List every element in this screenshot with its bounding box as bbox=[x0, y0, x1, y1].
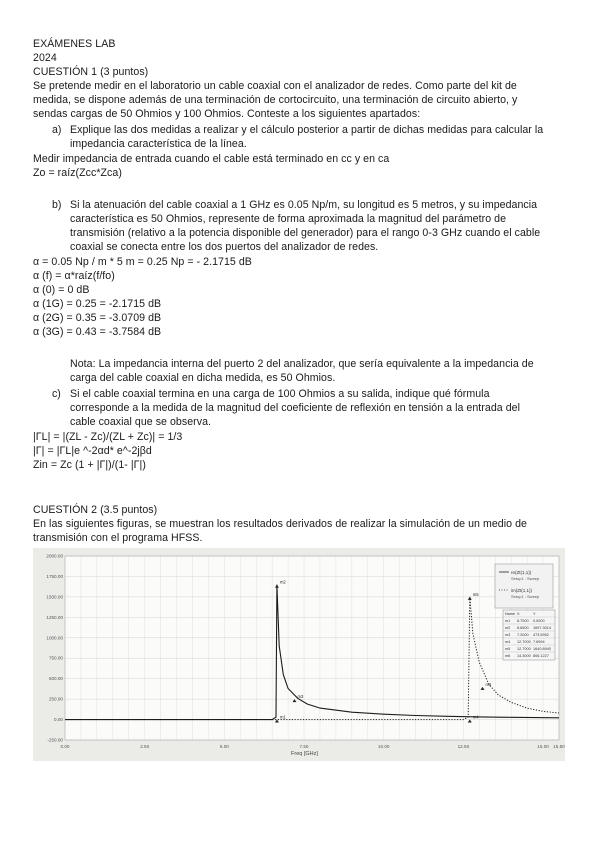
marker-table bbox=[503, 610, 555, 660]
q1-intro-line: medida, se dispone además de una terminación de cortocircuito, una terminación de circuito abierto, y bbox=[33, 94, 518, 106]
q1b-label: b) bbox=[52, 199, 62, 211]
q1b-text: coaxial se conecta entre los dos puertos del analizador de redes. bbox=[70, 241, 379, 253]
legend-entry: Setup1 : Sweep bbox=[511, 594, 540, 599]
q1b-text: transmisión (relativo a la potencia disponible del generador) para el rango 0-3 GHz cuando el cable bbox=[70, 227, 541, 239]
q1-intro-line: sendas cargas de 50 Ohmios y 100 Ohmios. Conteste a los siguientes apartados: bbox=[33, 108, 421, 120]
marker-table-cell: 14.3000 bbox=[517, 654, 531, 659]
q1b-note: Nota: La impedancia interna del puerto 2 del analizador, que sería equivalente a la impedancia de bbox=[70, 358, 534, 370]
q1a-label: a) bbox=[52, 124, 62, 136]
x-tick-label: 12.50 bbox=[457, 744, 470, 749]
marker-table-cell: 806.1227 bbox=[533, 654, 549, 659]
x-tick-label: 7.50 bbox=[299, 744, 309, 749]
x-tick-label: 0.00 bbox=[60, 744, 70, 749]
hfss-plot-photo bbox=[33, 548, 565, 761]
marker-label: m3 bbox=[297, 694, 304, 700]
legend-entry: Setup1 : Sweep bbox=[511, 576, 540, 581]
y-tick-label: 2000.00 bbox=[46, 553, 63, 559]
y-tick-label: 0.00 bbox=[54, 717, 63, 723]
marker-table-cell: m5 bbox=[505, 647, 511, 652]
marker-table-cell: 6.7000 bbox=[517, 619, 529, 624]
q2-heading: CUESTIÓN 2 (3.5 puntos) bbox=[33, 504, 158, 516]
plot-area bbox=[65, 556, 559, 740]
marker-table-cell: 6.6500 bbox=[517, 626, 529, 631]
q1b-answer: α (2G) = 0.35 = -3.0709 dB bbox=[33, 312, 162, 324]
y-tick-label: 1750.00 bbox=[46, 573, 63, 579]
q1c-answer: |ΓL| = |(ZL - Zc)/(ZL + Zc)| = 1/3 bbox=[33, 431, 183, 443]
marker-table-cell: 473.5952 bbox=[533, 633, 549, 638]
q1a-text: impedancia característica de la línea. bbox=[70, 138, 247, 150]
x-tick-label: 15.00 bbox=[537, 744, 549, 749]
q1a-answer: Medir impedancia de entrada cuando el cable está terminado en cc y en ca bbox=[33, 153, 390, 165]
y-tick-label: 250.00 bbox=[48, 696, 63, 702]
marker-table-cell: m2 bbox=[505, 626, 511, 631]
legend-entry: re(Zt(1,1)) bbox=[511, 570, 532, 575]
document-title: EXÁMENES LAB bbox=[33, 38, 116, 50]
marker-label: m6 bbox=[485, 681, 492, 687]
x-tick-label: 2.50 bbox=[140, 744, 150, 749]
x-tick-label: 15.50 bbox=[553, 744, 565, 749]
q1b-answer: α (0) = 0 dB bbox=[33, 284, 90, 296]
q1b-answer: α (1G) = 0.25 = -2.1715 dB bbox=[33, 298, 162, 310]
marker-table-cell: 1640.8940 bbox=[533, 647, 551, 652]
q1c-text: Si el cable coaxial termina en una carga de 100 Ohmios a su salida, indique qué fórmula bbox=[70, 388, 490, 400]
q1b-answer: α (f) = α*raíz(f/fo) bbox=[33, 270, 115, 282]
marker-table-header: X bbox=[517, 612, 520, 617]
q1a-text: Explique las dos medidas a realizar y el cálculo posterior a partir de dichas medidas para calcular la bbox=[70, 124, 544, 136]
y-tick-label: 1000.00 bbox=[46, 635, 63, 641]
y-tick-label: -250.00 bbox=[47, 737, 63, 743]
x-axis-label: Freq [GHz] bbox=[291, 751, 318, 757]
marker-table-cell: m1 bbox=[505, 619, 511, 624]
q2-intro-line: En las siguientes figuras, se muestran los resultados derivados de realizar la simulación de un medio de bbox=[33, 518, 527, 530]
x-tick-label: 10.00 bbox=[377, 744, 390, 749]
q1c-label: c) bbox=[52, 388, 61, 400]
marker-table-cell: 12.7000 bbox=[517, 640, 531, 645]
document-year: 2024 bbox=[33, 52, 57, 64]
q1b-note: carga del cable coaxial en dicha medida, es 50 Ohmios. bbox=[70, 372, 336, 384]
marker-table-cell: m6 bbox=[505, 654, 511, 659]
marker-table-cell: 1697.3014 bbox=[533, 626, 551, 631]
legend-box bbox=[495, 564, 553, 608]
legend-entry: im(Zt(1,1)) bbox=[511, 588, 532, 593]
y-tick-label: 750.00 bbox=[48, 655, 63, 661]
marker-label: m2 bbox=[279, 579, 286, 585]
q1b-text: característica es 50 Ohmios, represente de forma aproximada la magnitud del parámetro de bbox=[70, 213, 507, 225]
marker-table-cell: 0.0000 bbox=[533, 619, 545, 624]
q1b-answer: α (3G) = 0.43 = -3.7584 dB bbox=[33, 326, 162, 338]
marker-table-header: Name bbox=[505, 612, 516, 617]
marker-label: m5 bbox=[472, 591, 479, 597]
marker-table-header: Y bbox=[533, 612, 536, 617]
q1-intro-line: Se pretende medir en el laboratorio un cable coaxial con el analizador de redes. Como parte del kit de bbox=[33, 80, 517, 92]
q1c-text: cable coaxial que se observa. bbox=[70, 416, 212, 428]
marker-table-cell: 7.6994 bbox=[533, 640, 545, 645]
y-tick-label: 1500.00 bbox=[46, 594, 63, 600]
q1c-answer: |Γ| = |ΓL|e ^-2αd* e^-2jβd bbox=[33, 445, 152, 457]
y-tick-label: 500.00 bbox=[48, 676, 63, 682]
marker-table-cell: m3 bbox=[505, 633, 511, 638]
y-tick-label: 1250.00 bbox=[46, 614, 63, 620]
marker-label: m1 bbox=[279, 714, 286, 720]
q2-intro-line: transmisión con el programa HFSS. bbox=[33, 532, 203, 544]
marker-table-cell: 7.2000 bbox=[517, 633, 529, 638]
x-tick-label: 5.00 bbox=[219, 744, 229, 749]
marker-table-cell: m4 bbox=[505, 640, 511, 645]
marker-table-cell: 12.7000 bbox=[517, 647, 531, 652]
q1b-answer: α = 0.05 Np / m * 5 m = 0.25 Np = - 2.1715 dB bbox=[33, 256, 252, 268]
hfss-plot bbox=[33, 548, 565, 761]
q1c-text: corresponde a la medida de la magnitud del coeficiente de reflexión en tensión a la entrada del bbox=[70, 402, 520, 414]
q1b-text: Si la atenuación del cable coaxial a 1 GHz es 0.05 Np/m, su longitud es 5 metros, y su impedancia bbox=[70, 199, 538, 211]
q1a-answer: Zo = raíz(Zcc*Zca) bbox=[33, 167, 122, 179]
q1-heading: CUESTIÓN 1 (3 puntos) bbox=[33, 66, 149, 78]
q1c-answer: Zin = Zc (1 + |Γ|)/(1- |Γ|) bbox=[33, 459, 146, 471]
marker-label: m4 bbox=[472, 714, 479, 720]
